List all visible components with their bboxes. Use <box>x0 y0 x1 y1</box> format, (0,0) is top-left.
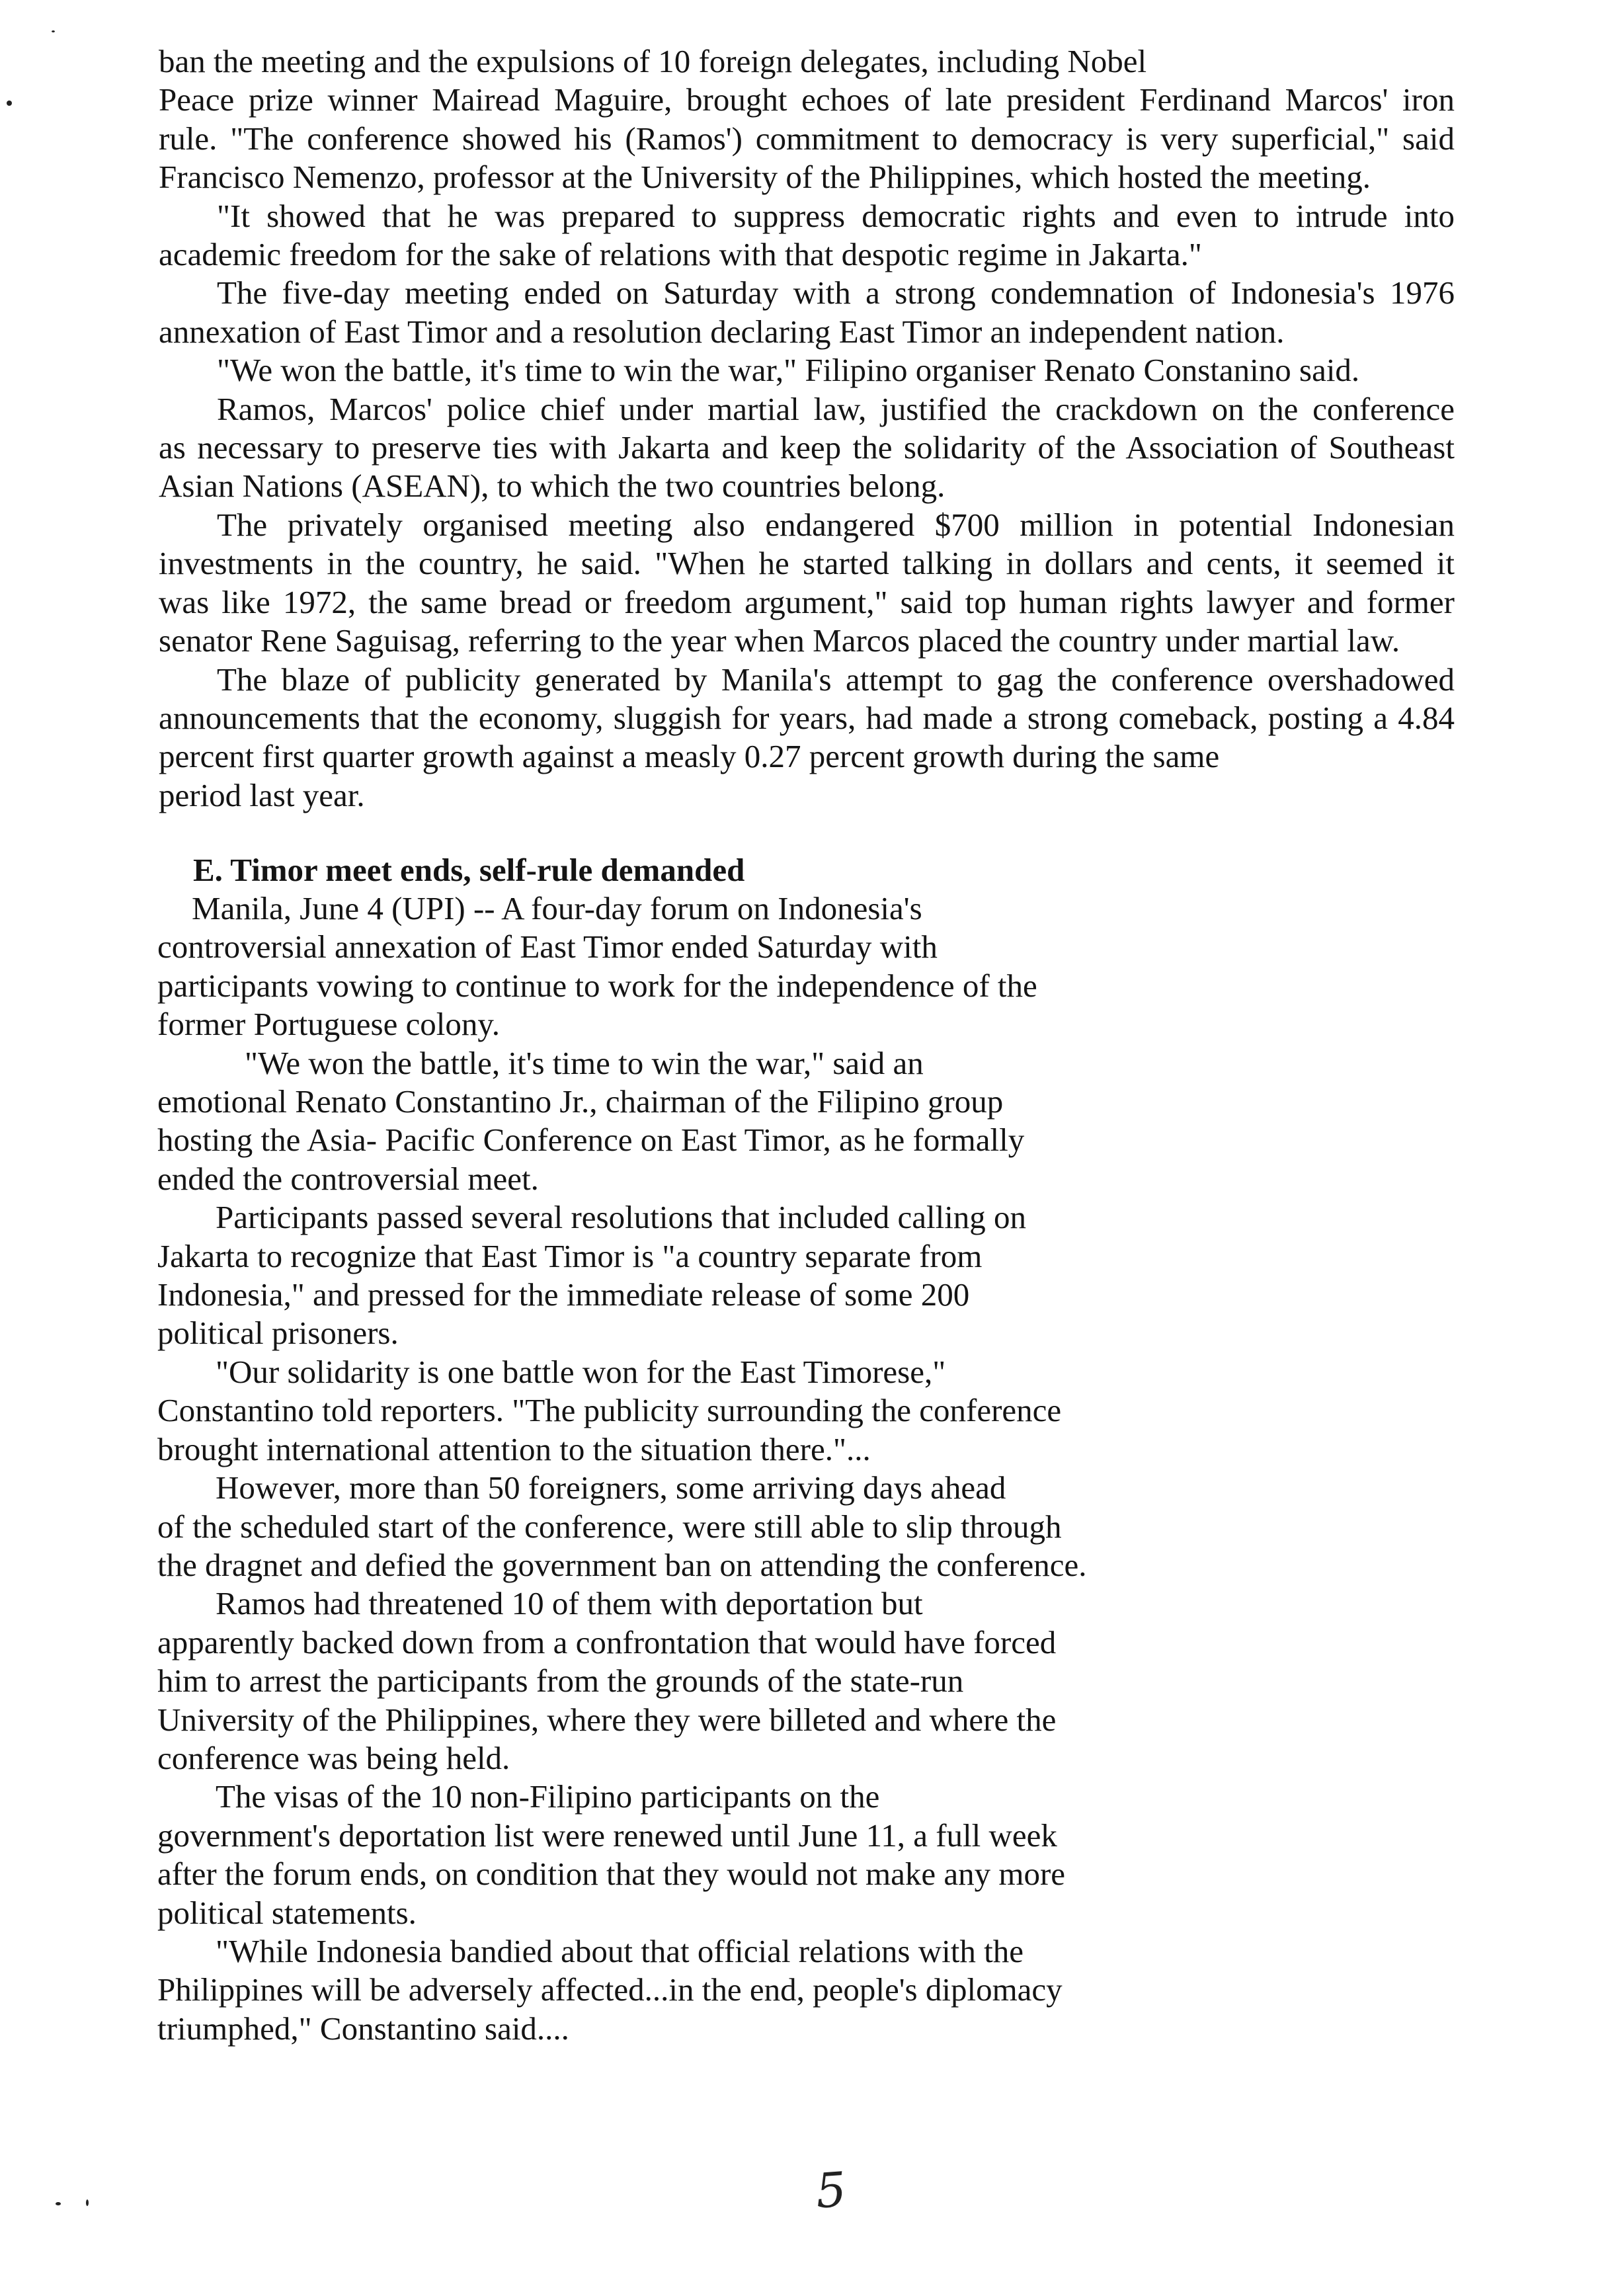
text-line: government's deportation list were renewed until June 11, a full week <box>157 1817 1057 1854</box>
text-line: former Portuguese colony. <box>157 1006 500 1043</box>
text-line: Philippines will be adversely affected...in the end, people's diplomacy <box>157 1971 1063 2008</box>
text-line: Ramos had threatened 10 of them with deportation but <box>216 1585 923 1622</box>
text-line: "It showed that he was prepared to suppress democratic rights and even to intrude into <box>217 197 1455 234</box>
scan-speck <box>52 30 55 32</box>
text-line: The visas of the 10 non-Filipino participants on the <box>216 1778 880 1815</box>
text-line: However, more than 50 foreigners, some arriving days ahead <box>216 1469 1006 1506</box>
text-line: Asian Nations (ASEAN), to which the two countries belong. <box>159 468 945 505</box>
text-line: rule. "The conference showed his (Ramos') commitment to democracy is very superficial," said <box>159 120 1455 157</box>
scan-speck <box>56 2202 61 2205</box>
text-line: announcements that the economy, sluggish for years, had made a strong comeback, posting a 4.84 <box>159 699 1455 736</box>
article-body <box>157 889 1162 2048</box>
text-line: Peace prize winner Mairead Maguire, brought echoes of late president Ferdinand Marcos' iron <box>159 81 1455 118</box>
text-line: emotional Renato Constantino Jr., chairman of the Filipino group <box>157 1083 1004 1120</box>
text-line: controversial annexation of East Timor ended Saturday with <box>157 928 938 965</box>
text-line: academic freedom for the sake of relations with that despotic regime in Jakarta." <box>159 236 1202 273</box>
text-line: him to arrest the participants from the grounds of the state-run <box>157 1662 964 1700</box>
text-line: ban the meeting and the expulsions of 10 foreign delegates, including Nobel <box>159 43 1147 79</box>
article-continuation <box>159 42 1455 815</box>
text-line: period last year. <box>159 776 365 813</box>
text-line: The privately organised meeting also endangered $700 million in potential Indonesian <box>217 506 1455 543</box>
scan-speck <box>7 101 12 106</box>
page-number: 5 <box>814 2161 848 2219</box>
scan-speck <box>86 2199 89 2206</box>
text-line: conference was being held. <box>157 1739 510 1776</box>
text-line: after the forum ends, on condition that they would not make any more <box>157 1856 1066 1893</box>
text-line: the dragnet and defied the government ban on attending the conference. <box>157 1546 1087 1583</box>
text-line: Participants passed several resolutions that included calling on <box>216 1199 1027 1236</box>
text-line: ended the controversial meet. <box>157 1160 539 1197</box>
text-line: participants vowing to continue to work for the independence of the <box>157 967 1037 1004</box>
text-line: percent first quarter growth against a measly 0.27 percent growth during the same <box>159 738 1220 775</box>
text-line: as necessary to preserve ties with Jakarta and keep the solidarity of the Association of Southeast <box>159 429 1455 466</box>
text-line: "While Indonesia bandied about that official relations with the <box>216 1932 1024 1969</box>
text-line: political prisoners. <box>157 1315 399 1352</box>
text-line: Constantino told reporters. "The publicity surrounding the conference <box>157 1392 1062 1429</box>
text-line: Francisco Nemenzo, professor at the University of the Philippines, which hosted the meeting. <box>159 159 1371 196</box>
text-line: Jakarta to recognize that East Timor is "a country separate from <box>157 1237 983 1274</box>
text-line: brought international attention to the situation there."... <box>157 1430 871 1467</box>
article-heading: E. Timor meet ends, self-rule demanded <box>193 852 745 888</box>
text-line: Indonesia," and pressed for the immediate release of some 200 <box>157 1276 970 1313</box>
text-line: triumphed," Constantino said.... <box>157 2010 569 2047</box>
text-line: of the scheduled start of the conference, were still able to slip through <box>157 1508 1062 1545</box>
text-line: University of the Philippines, where they were billeted and where the <box>157 1701 1057 1738</box>
text-line: hosting the Asia- Pacific Conference on East Timor, as he formally <box>157 1122 1025 1159</box>
text-line: "We won the battle, it's time to win the war," said an <box>245 1044 924 1081</box>
text-line: The blaze of publicity generated by Manila's attempt to gag the conference overshadowed <box>217 661 1455 698</box>
text-line: political statements. <box>157 1894 417 1931</box>
text-line: investments in the country, he said. "When he started talking in dollars and cents, it seemed it <box>159 545 1455 582</box>
text-line: apparently backed down from a confrontation that would have forced <box>157 1623 1057 1660</box>
text-line: senator Rene Saguisag, referring to the year when Marcos placed the country under martial law. <box>159 622 1400 659</box>
text-line: annexation of East Timor and a resolution declaring East Timor an independent nation. <box>159 313 1285 350</box>
text-line: "We won the battle, it's time to win the war," Filipino organiser Renato Constanino said. <box>217 352 1360 389</box>
text-line: Ramos, Marcos' police chief under martial law, justified the crackdown on the conference <box>217 390 1455 427</box>
text-line: was like 1972, the same bread or freedom argument," said top human rights lawyer and former <box>159 583 1455 620</box>
text-line: Manila, June 4 (UPI) -- A four-day forum on Indonesia's <box>192 890 922 926</box>
text-line: "Our solidarity is one battle won for the East Timorese," <box>216 1353 946 1390</box>
text-line: The five-day meeting ended on Saturday with a strong condemnation of Indonesia's 1976 <box>217 274 1455 311</box>
